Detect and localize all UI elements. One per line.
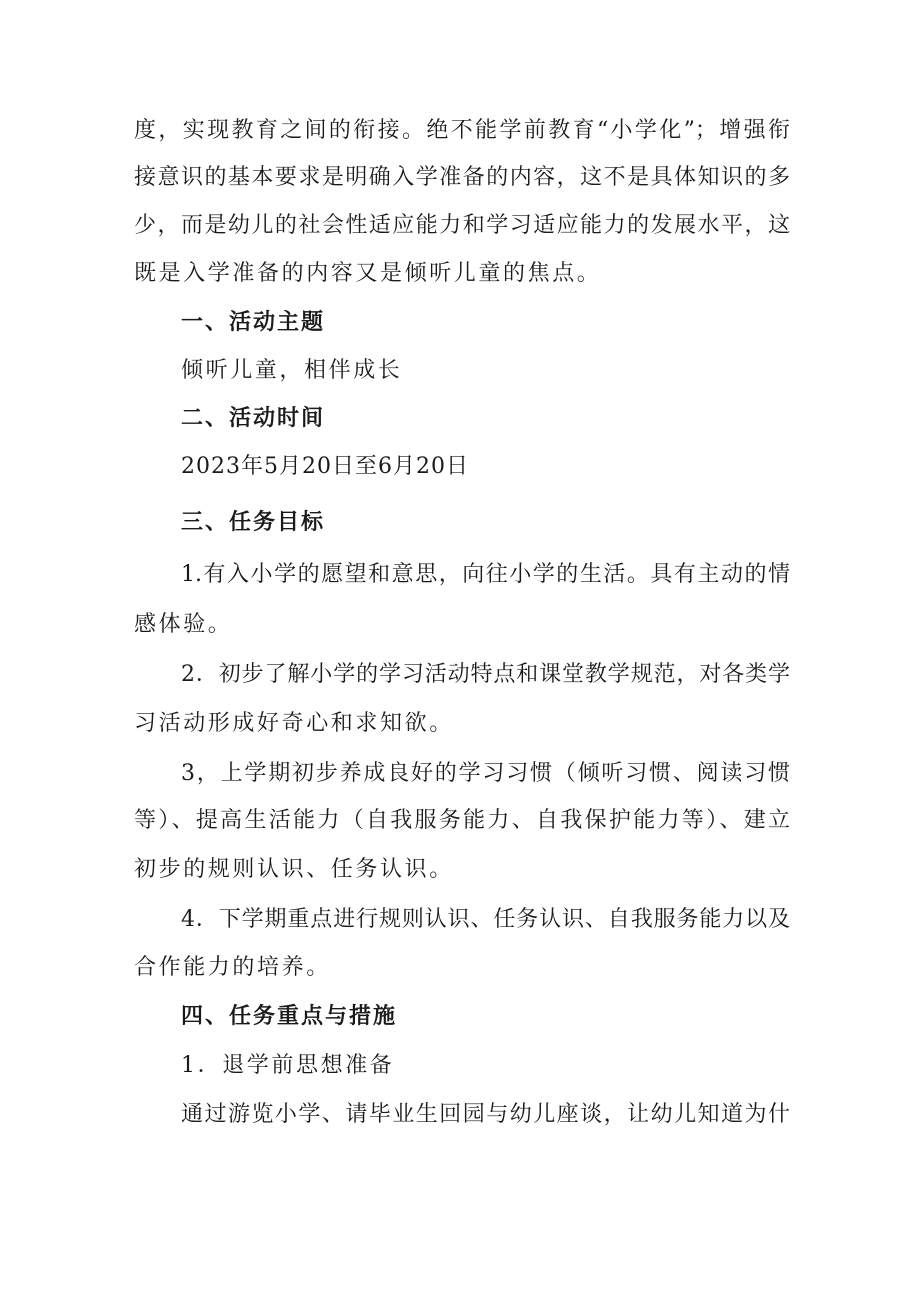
goal-3-line-3: 初步的规则认识、任务认识。: [134, 857, 454, 882]
section4-heading: 四、任务重点与措施: [181, 1004, 398, 1029]
goal-3-line-1: 3，上学期初步养成良好的学习习惯（倾听习惯、阅读习惯: [181, 761, 790, 786]
goal-1-line-1: 1.有入小学的愿望和意思，向往小学的生活。具有主动的情: [181, 562, 790, 587]
section2-text: 2023年5月20日至6月20日: [181, 454, 469, 479]
intro-line-1: 度，实现教育之间的衔接。绝不能学前教育“小学化”；增强衔: [134, 118, 790, 143]
intro-line-2: 接意识的基本要求是明确入学准备的内容，这不是具体知识的多: [134, 165, 790, 190]
goal-4-line-1: 4．下学期重点进行规则认识、任务认识、自我服务能力以及: [181, 907, 790, 932]
section3-heading: 三、任务目标: [181, 510, 326, 535]
goal-3-line-2: 等）、提高生活能力（自我服务能力、自我保护能力等）、建立: [134, 808, 790, 833]
section1-text: 倾听儿童，相伴成长: [181, 358, 403, 383]
section4-sub1: 1．退学前思想准备: [181, 1053, 395, 1078]
goal-2-line-2: 习活动形成好奇心和求知欲。: [134, 711, 454, 736]
intro-line-3: 少，而是幼儿的社会性适应能力和学习适应能力的发展水平，这: [134, 213, 790, 238]
section2-heading: 二、活动时间: [181, 406, 326, 431]
goal-4-line-2: 合作能力的培养。: [134, 955, 331, 980]
goal-1-line-2: 感体验。: [134, 612, 233, 637]
intro-line-4: 既是入学准备的内容又是倾听儿童的焦点。: [134, 261, 602, 286]
section4-text: 通过游览小学、请毕业生回园与幼儿座谈，让幼儿知道为什: [181, 1102, 790, 1127]
section1-heading: 一、活动主题: [181, 310, 326, 335]
goal-2-line-1: 2．初步了解小学的学习活动特点和课堂教学规范，对各类学: [181, 662, 790, 687]
